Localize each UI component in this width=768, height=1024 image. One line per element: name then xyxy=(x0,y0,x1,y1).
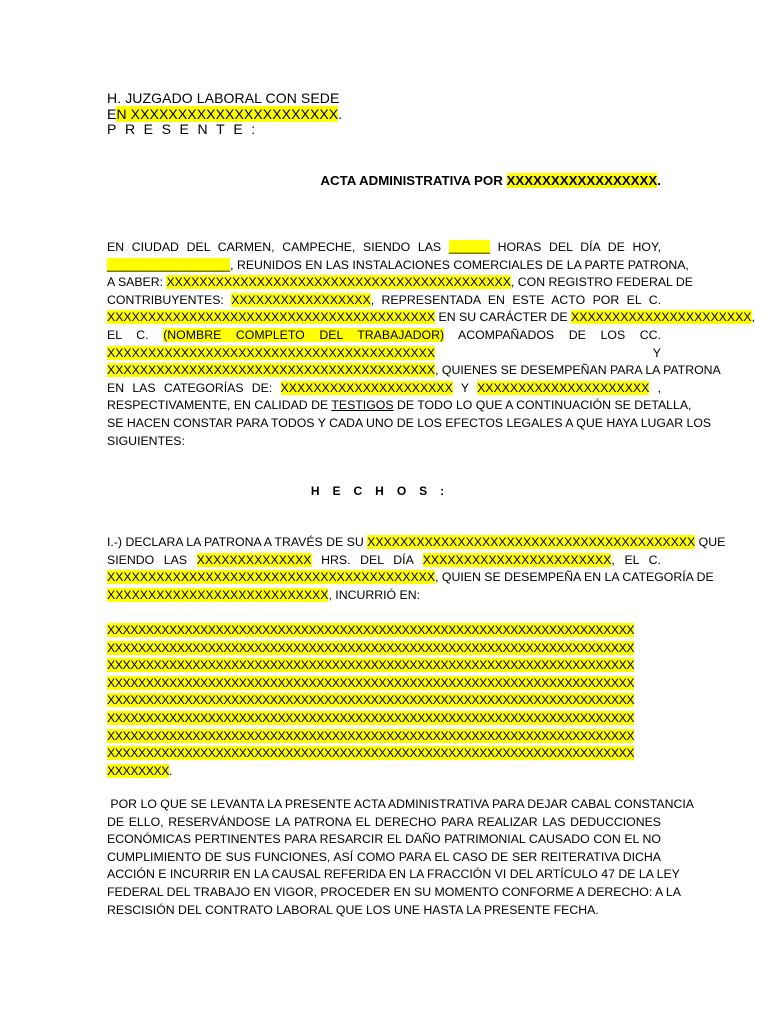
incident-placeholder-block xyxy=(107,622,661,780)
placeholder-text: XXXXXXXXXXXXXXXXXXXXXXXXXXXXXXXXXXXXXXXXXXXXXXXXXXXXXXXXXXXXXXXXXXXX xyxy=(107,693,635,708)
conclusion-line: RESCISIÓN DEL CONTRATO LABORAL QUE LOS UNE HASTA LA PRESENTE FECHA. xyxy=(107,902,599,917)
title-suffix: . xyxy=(657,173,661,188)
rfc-placeholder: XXXXXXXXXXXXXXXXX xyxy=(231,292,371,307)
role-placeholder: XXXXXXXXXXXXXXXXXXXXXX xyxy=(571,310,752,325)
intro-line xyxy=(107,327,661,345)
worker-name-placeholder: (NOMBRE COMPLETO DEL TRABAJADOR) xyxy=(163,327,445,342)
hechos-text: QUE xyxy=(695,535,726,549)
date-blank: __________________ xyxy=(107,257,231,272)
representative-placeholder: XXXXXXXXXXXXXXXXXXXXXXXXXXXXXXXXXXXXXXXX xyxy=(107,310,436,325)
conclusion-line: CUMPLIMIENTO DE SUS FUNCIONES, ASÍ COMO PARA EL CASO DE SER REITERATIVA DICHA xyxy=(107,849,661,864)
placeholder-line xyxy=(107,710,661,728)
hechos-line xyxy=(107,534,726,552)
witness-placeholder: XXXXXXXXXXXXXXXXXXXXXXXXXXXXXXXXXXXXXXXX xyxy=(107,363,436,378)
court-seat-suffix: . xyxy=(338,105,343,122)
placeholder-suffix: . xyxy=(169,763,172,778)
intro-text: , xyxy=(649,380,661,395)
intro-text: , xyxy=(751,310,755,325)
conclusion-paragraph xyxy=(107,796,694,919)
placeholder-line xyxy=(107,675,661,693)
intro-line xyxy=(107,362,721,380)
court-address xyxy=(107,91,342,138)
title-text: ACTA ADMINISTRATIVA POR xyxy=(320,173,507,188)
placeholder-line xyxy=(107,763,661,781)
testigos-word: TESTIGOS xyxy=(331,398,394,413)
hechos-line xyxy=(107,569,714,587)
court-name: H. JUZGADO LABORAL CON SEDE xyxy=(107,90,340,106)
placeholder-text: XXXXXXXX xyxy=(107,763,170,778)
intro-line xyxy=(107,274,693,292)
hechos-text: , INCURRIÓ EN: xyxy=(328,587,421,602)
intro-text: DE TODO LO QUE A CONTINUACIÓN SE DETALLA, xyxy=(393,398,692,413)
conclusion-line: ACCIÓN E INCURRIR EN LA CAUSAL REFERIDA EN LA FRACCIÓN VI DEL ARTÍCULO 47 DE LA LEY xyxy=(107,867,680,882)
intro-text: Y xyxy=(652,345,661,360)
intro-text: EN LAS CATEGORÍAS DE: xyxy=(107,380,281,395)
hechos-text: I.-) DECLARA LA PATRONA A TRAVÉS DE SU xyxy=(107,535,368,549)
intro-text: CONTRIBUYENTES: xyxy=(107,292,232,307)
intro-text: ACOMPAÑADOS DE LOS CC. xyxy=(444,327,661,342)
intro-text: RESPECTIVAMENTE, EN CALIDAD DE xyxy=(107,398,332,413)
intro-text: , REPRESENTADA EN ESTE ACTO POR EL C. xyxy=(370,292,661,307)
intro-text: A SABER: xyxy=(107,275,167,290)
intro-text: EL C. xyxy=(107,327,164,342)
conclusion-line: DE ELLO, RESERVÁNDOSE LA PATRONA EL DERECHO PARA REALIZAR LAS DEDUCCIONES xyxy=(107,814,661,829)
company-placeholder: XXXXXXXXXXXXXXXXXXXXXXXXXXXXXXXXXXXXXXXXXX xyxy=(166,275,511,290)
title-placeholder: XXXXXXXXXXXXXXXXX xyxy=(506,173,658,188)
intro-line xyxy=(107,292,661,310)
category-placeholder: XXXXXXXXXXXXXXXXXXXXXXXXXXX xyxy=(107,587,329,602)
court-seat xyxy=(107,107,342,123)
court-seat-placeholder: N XXXXXXXXXXXXXXXXXXXXXX xyxy=(116,105,339,122)
intro-line xyxy=(107,397,692,415)
intro-text: , QUIENES SE DESEMPEÑAN PARA LA PATRONA xyxy=(435,363,721,378)
conclusion-line: ECONÓMICAS PERTINENTES PARA RESARCIR EL DAÑO PATRIMONIAL CAUSADO CON EL NO xyxy=(107,832,661,847)
intro-line xyxy=(107,257,689,275)
intro-text: EN SU CARÁCTER DE xyxy=(435,310,572,325)
court-seat-prefix: E xyxy=(107,105,117,122)
placeholder-text: XXXXXXXXXXXXXXXXXXXXXXXXXXXXXXXXXXXXXXXXXXXXXXXXXXXXXXXXXXXXXXXXXXXX xyxy=(107,675,635,690)
intro-text: , CON REGISTRO FEDERAL DE xyxy=(510,275,693,290)
category-placeholder: XXXXXXXXXXXXXXXXXXXXX xyxy=(477,380,650,395)
intro-line xyxy=(107,345,661,363)
conclusion-line: FEDERAL DEL TRABAJO EN VIGOR, PROCEDER EN SU MOMENTO CONFORME A DERECHO: A LA xyxy=(107,884,681,899)
intro-line xyxy=(107,239,661,257)
presente-line: PRESENTE: xyxy=(107,121,264,137)
hours-placeholder: XXXXXXXXXXXXXX xyxy=(196,552,312,567)
hour-blank: ______ xyxy=(448,240,490,254)
hechos-paragraph xyxy=(107,534,726,604)
intro-text: HORAS DEL DÍA DE HOY, xyxy=(489,240,661,254)
conclusion-line: POR LO QUE SE LEVANTA LA PRESENTE ACTA ADMINISTRATIVA PARA DEJAR CABAL CONSTANCIA xyxy=(107,797,694,811)
day-placeholder: XXXXXXXXXXXXXXXXXXXXXXX xyxy=(422,552,612,567)
placeholder-line xyxy=(107,657,661,675)
hechos-line xyxy=(107,587,661,605)
employee-placeholder: XXXXXXXXXXXXXXXXXXXXXXXXXXXXXXXXXXXXXXXX xyxy=(107,570,436,585)
document-title xyxy=(107,173,661,189)
intro-line xyxy=(107,380,661,398)
placeholder-text: XXXXXXXXXXXXXXXXXXXXXXXXXXXXXXXXXXXXXXXXXXXXXXXXXXXXXXXXXXXXXXXXXXXX xyxy=(107,658,635,673)
placeholder-text: XXXXXXXXXXXXXXXXXXXXXXXXXXXXXXXXXXXXXXXXXXXXXXXXXXXXXXXXXXXXXXXXXXXX xyxy=(107,710,635,725)
hechos-line xyxy=(107,552,661,570)
intro-line: SE HACEN CONSTAR PARA TODOS Y CADA UNO DE LOS EFECTOS LEGALES A QUE HAYA LUGAR LOS xyxy=(107,415,712,430)
intro-line xyxy=(107,309,755,327)
placeholder-line xyxy=(107,745,661,763)
intro-text: , REUNIDOS EN LAS INSTALACIONES COMERCIALES DE LA PARTE PATRONA, xyxy=(230,257,689,272)
intro-text: Y xyxy=(452,380,478,395)
placeholder-line xyxy=(107,622,661,640)
placeholder-text: XXXXXXXXXXXXXXXXXXXXXXXXXXXXXXXXXXXXXXXXXXXXXXXXXXXXXXXXXXXXXXXXXXXX xyxy=(107,623,635,637)
placeholder-text: XXXXXXXXXXXXXXXXXXXXXXXXXXXXXXXXXXXXXXXXXXXXXXXXXXXXXXXXXXXXXXXXXXXX xyxy=(107,728,635,743)
placeholder-text: XXXXXXXXXXXXXXXXXXXXXXXXXXXXXXXXXXXXXXXXXXXXXXXXXXXXXXXXXXXXXXXXXXXX xyxy=(107,746,635,761)
placeholder-text: XXXXXXXXXXXXXXXXXXXXXXXXXXXXXXXXXXXXXXXXXXXXXXXXXXXXXXXXXXXXXXXXXXXX xyxy=(107,640,635,655)
category-placeholder: XXXXXXXXXXXXXXXXXXXXX xyxy=(280,380,453,395)
intro-paragraph xyxy=(107,239,755,450)
declarant-placeholder: XXXXXXXXXXXXXXXXXXXXXXXXXXXXXXXXXXXXXXXX xyxy=(367,535,696,549)
hechos-text: , EL C. xyxy=(611,552,661,567)
intro-text: EN CIUDAD DEL CARMEN, CAMPECHE, SIENDO LAS xyxy=(107,240,449,254)
hechos-text: SIENDO LAS xyxy=(107,552,197,567)
placeholder-line xyxy=(107,640,661,658)
placeholder-line xyxy=(107,692,661,710)
intro-line: SIGUIENTES: xyxy=(107,433,185,448)
hechos-heading: HECHOS: xyxy=(310,484,458,498)
placeholder-line xyxy=(107,728,661,746)
witness-placeholder: XXXXXXXXXXXXXXXXXXXXXXXXXXXXXXXXXXXXXXXX xyxy=(107,345,436,360)
hechos-text: HRS. DEL DÍA xyxy=(311,552,423,567)
hechos-text: , QUIEN SE DESEMPEÑA EN LA CATEGORÍA DE xyxy=(435,570,714,585)
